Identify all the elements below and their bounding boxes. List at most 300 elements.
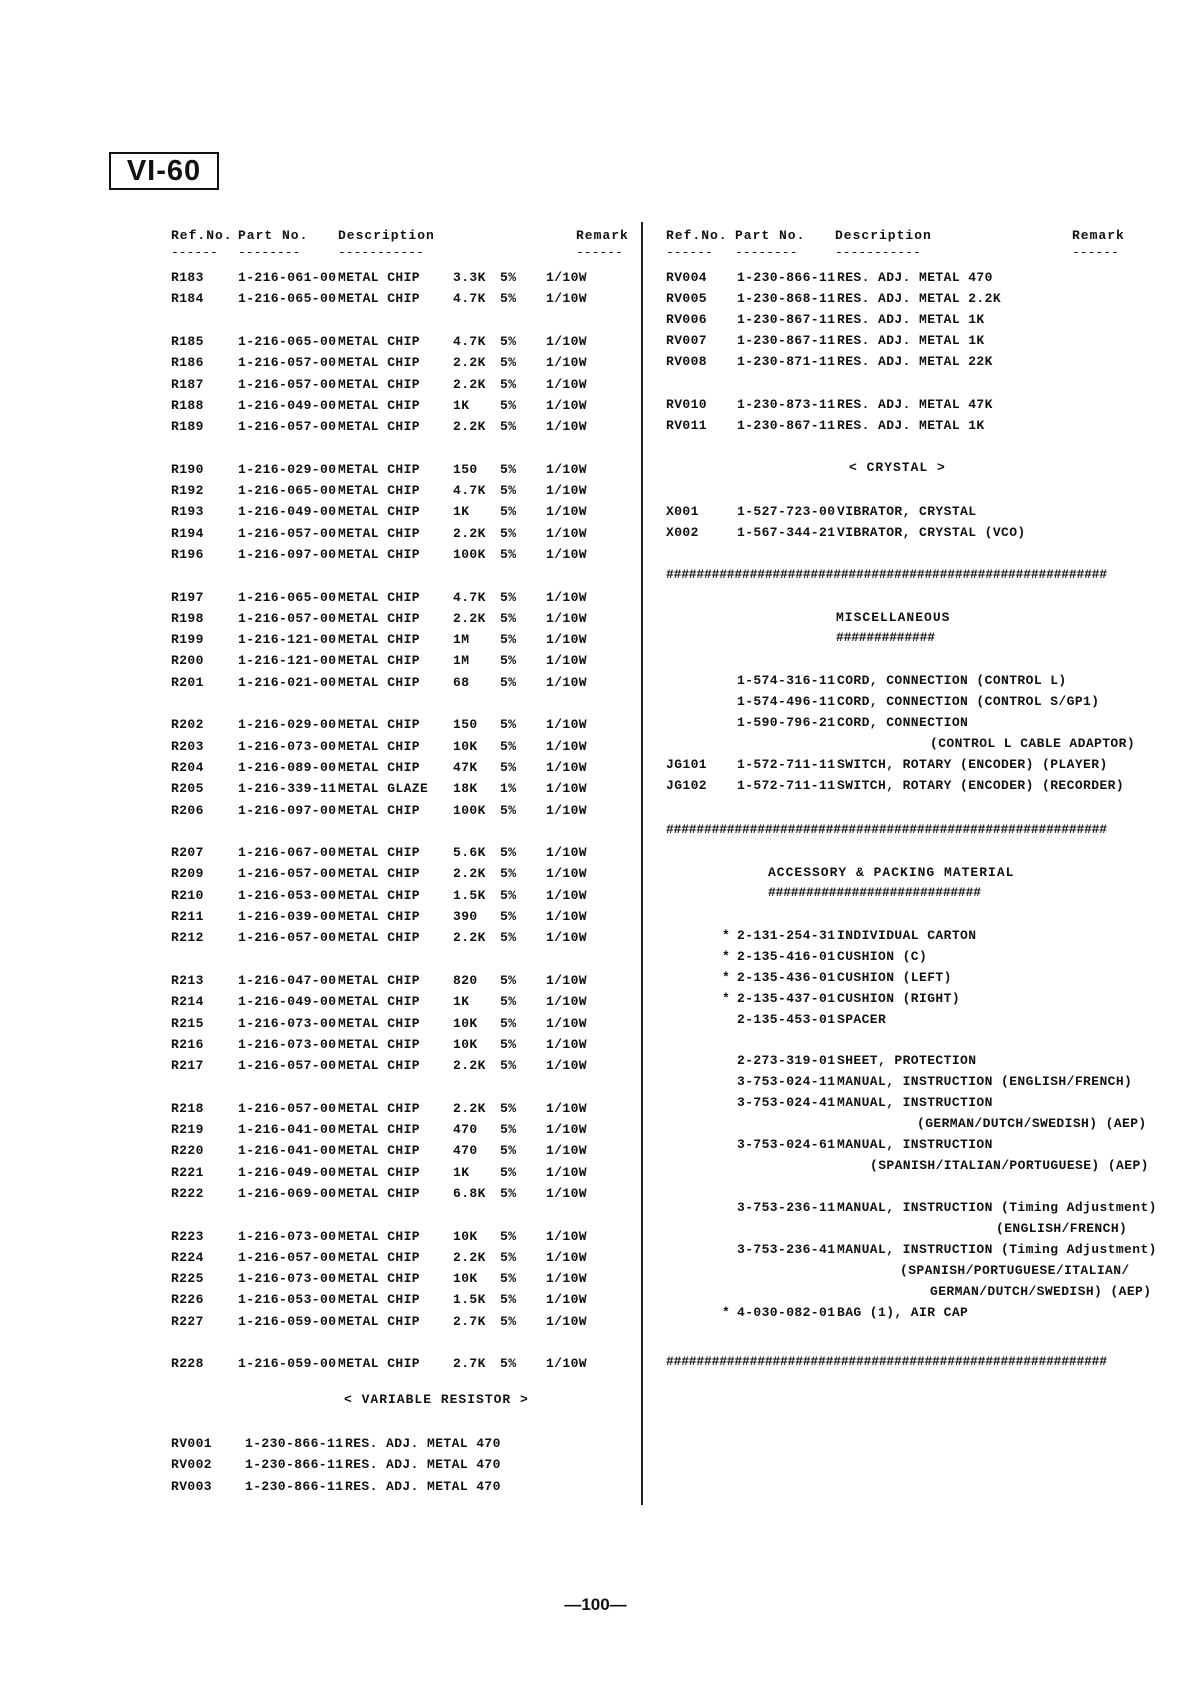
accessory-row-part-no: 3-753-024-11 — [737, 1074, 836, 1089]
left-header-part: Part No. — [238, 228, 309, 243]
row-wattage: 1/10W — [546, 632, 588, 648]
row-part-no: 1-216-057-00 — [238, 525, 337, 541]
accessory-row-part-no: 2-131-254-31 — [737, 928, 836, 943]
row-description: METAL CHIP — [338, 1249, 421, 1265]
row-description: METAL CHIP — [338, 674, 421, 690]
row-tolerance: 5% — [500, 1228, 517, 1244]
left-header-description-dash: ----------- — [338, 245, 424, 260]
row-part-no: 1-216-073-00 — [238, 1228, 337, 1244]
rv-row-ref: RV008 — [666, 354, 708, 369]
rv-row-description: RES. ADJ. METAL 2.2K — [837, 291, 1002, 306]
row-value: 100K — [453, 802, 486, 818]
row-ref: R201 — [171, 674, 204, 690]
row-wattage: 1/10W — [546, 355, 588, 371]
row-ref: R224 — [171, 1249, 204, 1265]
crystal-row-ref: X001 — [666, 504, 699, 519]
misc-row-ref: JG101 — [666, 757, 708, 772]
row-ref: R190 — [171, 461, 204, 477]
misc-row-description: CORD, CONNECTION — [837, 715, 969, 730]
row-value: 10K — [453, 1015, 478, 1031]
row-tolerance: 5% — [500, 397, 517, 413]
row-part-no: 1-216-041-00 — [238, 1143, 337, 1159]
row-part-no: 1-216-057-00 — [238, 355, 337, 371]
row-tolerance: 5% — [500, 546, 517, 562]
row-description: METAL CHIP — [338, 525, 421, 541]
accessory-row-description: (GERMAN/DUTCH/SWEDISH) (AEP) — [917, 1116, 1147, 1131]
page-number: —100— — [564, 1595, 627, 1614]
crystal-row-description: VIBRATOR, CRYSTAL (VCO) — [837, 525, 1026, 540]
row-value: 1M — [453, 653, 470, 669]
row-wattage: 1/10W — [546, 546, 588, 562]
row-description: METAL CHIP — [338, 1100, 421, 1116]
row-ref: R212 — [171, 930, 204, 946]
row-value: 2.2K — [453, 376, 486, 392]
row-value: 150 — [453, 717, 478, 733]
accessory-row-part-no: 3-753-236-41 — [737, 1242, 836, 1257]
row-description: METAL CHIP — [338, 355, 421, 371]
row-value: 2.2K — [453, 1100, 486, 1116]
rv-row-part-no: 1-230-871-11 — [737, 354, 836, 369]
row-tolerance: 5% — [500, 887, 517, 903]
separator-2: ########################################################## — [666, 822, 1107, 837]
row-value: 2.2K — [453, 1058, 486, 1074]
rv-row-part-no: 1-230-866-11 — [245, 1478, 344, 1494]
row-wattage: 1/10W — [546, 930, 588, 946]
row-part-no: 1-216-065-00 — [238, 589, 337, 605]
row-tolerance: 1% — [500, 781, 517, 797]
row-value: 100K — [453, 546, 486, 562]
row-part-no: 1-216-021-00 — [238, 674, 337, 690]
row-tolerance: 5% — [500, 270, 517, 285]
row-part-no: 1-216-121-00 — [238, 632, 337, 648]
row-description: METAL CHIP — [338, 589, 421, 605]
row-tolerance: 5% — [500, 738, 517, 754]
row-part-no: 1-216-041-00 — [238, 1122, 337, 1137]
row-tolerance: 5% — [500, 759, 517, 775]
row-tolerance: 5% — [500, 355, 517, 371]
accessory-row-description: (SPANISH/PORTUGUESE/ITALIAN/ — [900, 1263, 1130, 1278]
row-part-no: 1-216-121-00 — [238, 653, 337, 669]
row-wattage: 1/10W — [546, 291, 588, 307]
right-header-part: Part No. — [735, 228, 806, 243]
row-ref: R213 — [171, 972, 204, 988]
row-ref: R205 — [171, 781, 204, 797]
row-tolerance: 5% — [500, 525, 517, 541]
separator-1: ########################################################## — [666, 567, 1107, 582]
row-wattage: 1/10W — [546, 972, 588, 988]
rv-row-part-no: 1-230-873-11 — [737, 397, 836, 412]
crystal-row-ref: X002 — [666, 525, 699, 540]
right-header-ref: Ref.No. — [666, 228, 728, 243]
model-label: VI-60 — [109, 152, 219, 190]
row-tolerance: 5% — [500, 674, 517, 690]
row-ref: R209 — [171, 866, 204, 882]
row-ref: R199 — [171, 632, 204, 648]
accessory-row-description: (ENGLISH/FRENCH) — [996, 1221, 1128, 1236]
accessory-heading: ACCESSORY & PACKING MATERIAL — [768, 865, 1015, 880]
row-part-no: 1-216-061-00 — [238, 270, 337, 285]
row-description: METAL CHIP — [338, 759, 421, 775]
row-value: 47K — [453, 759, 478, 775]
row-tolerance: 5% — [500, 972, 517, 988]
row-wattage: 1/10W — [546, 802, 588, 818]
row-ref: R228 — [171, 1356, 204, 1372]
row-tolerance: 5% — [500, 632, 517, 648]
row-description: METAL CHIP — [338, 738, 421, 754]
row-wattage: 1/10W — [546, 994, 588, 1010]
row-wattage: 1/10W — [546, 1185, 588, 1201]
row-description: METAL CHIP — [338, 653, 421, 669]
row-description: METAL CHIP — [338, 632, 421, 648]
row-part-no: 1-216-059-00 — [238, 1313, 337, 1329]
row-part-no: 1-216-057-00 — [238, 610, 337, 626]
row-value: 1.5K — [453, 1292, 486, 1308]
row-wattage: 1/10W — [546, 1100, 588, 1116]
rv-row-ref: RV007 — [666, 333, 708, 348]
row-tolerance: 5% — [500, 930, 517, 946]
row-wattage: 1/10W — [546, 674, 588, 690]
row-ref: R215 — [171, 1015, 204, 1031]
misc-heading: MISCELLANEOUS — [836, 610, 951, 625]
row-description: METAL CHIP — [338, 1228, 421, 1244]
rv-row-part-no: 1-230-867-11 — [737, 333, 836, 348]
row-part-no: 1-216-047-00 — [238, 972, 337, 988]
row-tolerance: 5% — [500, 1164, 517, 1180]
row-value: 2.2K — [453, 525, 486, 541]
row-tolerance: 5% — [500, 802, 517, 818]
row-description: METAL CHIP — [338, 333, 421, 349]
row-description: METAL CHIP — [338, 1015, 421, 1031]
row-ref: R184 — [171, 291, 204, 307]
row-description: METAL CHIP — [338, 461, 421, 477]
row-ref: R202 — [171, 717, 204, 733]
row-ref: R183 — [171, 270, 204, 285]
row-description: METAL CHIP — [338, 376, 421, 392]
accessory-row-part-no: 2-273-319-01 — [737, 1053, 836, 1068]
row-ref: R194 — [171, 525, 204, 541]
accessory-row-description: CUSHION (LEFT) — [837, 970, 952, 985]
row-description: METAL CHIP — [338, 1185, 421, 1201]
row-part-no: 1-216-097-00 — [238, 802, 337, 818]
row-description: METAL CHIP — [338, 1122, 421, 1137]
row-part-no: 1-216-029-00 — [238, 717, 337, 733]
crystal-row-part-no: 1-527-723-00 — [737, 504, 836, 519]
row-part-no: 1-216-057-00 — [238, 866, 337, 882]
row-ref: R214 — [171, 994, 204, 1010]
row-part-no: 1-216-097-00 — [238, 546, 337, 562]
row-wattage: 1/10W — [546, 909, 588, 924]
row-part-no: 1-216-029-00 — [238, 461, 337, 477]
row-part-no: 1-216-057-00 — [238, 376, 337, 392]
row-wattage: 1/10W — [546, 1313, 588, 1329]
row-value: 10K — [453, 738, 478, 754]
row-description: METAL CHIP — [338, 845, 421, 861]
row-value: 1K — [453, 994, 470, 1010]
row-value: 1K — [453, 1164, 470, 1180]
accessory-row-description: BAG (1), AIR CAP — [837, 1305, 969, 1320]
row-wattage: 1/10W — [546, 397, 588, 413]
row-wattage: 1/10W — [546, 419, 588, 435]
accessory-row-marker: * — [722, 970, 731, 985]
column-divider — [641, 222, 643, 1505]
row-value: 68 — [453, 674, 470, 690]
row-wattage: 1/10W — [546, 845, 588, 861]
right-header-description: Description — [835, 228, 932, 243]
row-ref: R203 — [171, 738, 204, 754]
rv-row-part-no: 1-230-866-11 — [245, 1457, 344, 1473]
row-tolerance: 5% — [500, 1292, 517, 1308]
row-tolerance: 5% — [500, 1058, 517, 1074]
row-ref: R223 — [171, 1228, 204, 1244]
row-wattage: 1/10W — [546, 525, 588, 541]
row-tolerance: 5% — [500, 504, 517, 520]
row-wattage: 1/10W — [546, 1164, 588, 1180]
row-description: METAL CHIP — [338, 1036, 421, 1052]
row-wattage: 1/10W — [546, 1058, 588, 1074]
row-ref: R189 — [171, 419, 204, 435]
row-value: 150 — [453, 461, 478, 477]
row-wattage: 1/10W — [546, 781, 588, 797]
crystal-row-part-no: 1-567-344-21 — [737, 525, 836, 540]
accessory-row-part-no: 3-753-236-11 — [737, 1200, 836, 1215]
misc-row-description: CORD, CONNECTION (CONTROL S/GP1) — [837, 694, 1100, 709]
row-description: METAL CHIP — [338, 610, 421, 626]
row-tolerance: 5% — [500, 1313, 517, 1329]
accessory-row-description: SHEET, PROTECTION — [837, 1053, 977, 1068]
accessory-row-part-no: 2-135-416-01 — [737, 949, 836, 964]
misc-row-description: SWITCH, ROTARY (ENCODER) (PLAYER) — [837, 757, 1108, 772]
row-part-no: 1-216-059-00 — [238, 1356, 337, 1372]
row-value: 4.7K — [453, 589, 486, 605]
row-wattage: 1/10W — [546, 887, 588, 903]
row-tolerance: 5% — [500, 483, 517, 498]
rv-row-description: RES. ADJ. METAL 470 — [837, 270, 993, 285]
rv-row-ref: RV011 — [666, 418, 708, 433]
row-part-no: 1-216-049-00 — [238, 994, 337, 1010]
misc-row-ref: JG102 — [666, 778, 708, 793]
row-part-no: 1-216-339-11 — [238, 781, 337, 797]
row-wattage: 1/10W — [546, 759, 588, 775]
accessory-row-marker: * — [722, 991, 731, 1006]
rv-row-part-no: 1-230-867-11 — [737, 312, 836, 327]
row-ref: R206 — [171, 802, 204, 818]
row-value: 820 — [453, 972, 478, 988]
rv-row-ref: RV005 — [666, 291, 708, 306]
row-tolerance: 5% — [500, 291, 517, 307]
row-description: METAL CHIP — [338, 1313, 421, 1329]
row-wattage: 1/10W — [546, 270, 588, 285]
accessory-row-description: MANUAL, INSTRUCTION (Timing Adjustment) — [837, 1200, 1157, 1215]
row-ref: R227 — [171, 1313, 204, 1329]
row-tolerance: 5% — [500, 610, 517, 626]
row-ref: R221 — [171, 1164, 204, 1180]
row-description: METAL CHIP — [338, 1058, 421, 1074]
row-tolerance: 5% — [500, 1122, 517, 1137]
rv-row-description: RES. ADJ. METAL 1K — [837, 312, 985, 327]
row-wattage: 1/10W — [546, 376, 588, 392]
row-value: 4.7K — [453, 291, 486, 307]
row-description: METAL CHIP — [338, 1164, 421, 1180]
row-value: 4.7K — [453, 483, 486, 498]
row-description: METAL CHIP — [338, 866, 421, 882]
row-tolerance: 5% — [500, 589, 517, 605]
row-part-no: 1-216-065-00 — [238, 333, 337, 349]
row-description: METAL CHIP — [338, 1143, 421, 1159]
row-value: 470 — [453, 1122, 478, 1137]
row-tolerance: 5% — [500, 1356, 517, 1372]
misc-row-part-no: 1-572-711-11 — [737, 757, 836, 772]
row-value: 470 — [453, 1143, 478, 1159]
accessory-row-description: (SPANISH/ITALIAN/PORTUGUESE) (AEP) — [870, 1158, 1149, 1173]
row-part-no: 1-216-089-00 — [238, 759, 337, 775]
row-value: 18K — [453, 781, 478, 797]
row-tolerance: 5% — [500, 1100, 517, 1116]
right-header-remark: Remark — [1072, 228, 1125, 243]
row-wattage: 1/10W — [546, 866, 588, 882]
row-part-no: 1-216-053-00 — [238, 887, 337, 903]
row-description: METAL CHIP — [338, 1271, 421, 1287]
row-part-no: 1-216-057-00 — [238, 419, 337, 435]
row-wattage: 1/10W — [546, 483, 588, 498]
row-part-no: 1-216-053-00 — [238, 1292, 337, 1308]
accessory-row-description: GERMAN/DUTCH/SWEDISH) (AEP) — [930, 1284, 1152, 1299]
row-ref: R185 — [171, 333, 204, 349]
row-description: METAL CHIP — [338, 483, 421, 498]
accessory-row-description: CUSHION (C) — [837, 949, 928, 964]
left-header-ref: Ref.No. — [171, 228, 233, 243]
accessory-row-part-no: 2-135-436-01 — [737, 970, 836, 985]
row-ref: R187 — [171, 376, 204, 392]
row-wattage: 1/10W — [546, 333, 588, 349]
row-ref: R225 — [171, 1271, 204, 1287]
row-description: METAL CHIP — [338, 972, 421, 988]
accessory-row-description: SPACER — [837, 1012, 887, 1027]
accessory-row-marker: * — [722, 1305, 731, 1320]
row-part-no: 1-216-073-00 — [238, 1271, 337, 1287]
row-description: METAL CHIP — [338, 802, 421, 818]
row-part-no: 1-216-057-00 — [238, 1249, 337, 1265]
row-part-no: 1-216-049-00 — [238, 397, 337, 413]
row-value: 2.2K — [453, 355, 486, 371]
row-description: METAL CHIP — [338, 504, 421, 520]
row-wattage: 1/10W — [546, 461, 588, 477]
row-ref: R200 — [171, 653, 204, 669]
row-description: METAL CHIP — [338, 930, 421, 946]
row-wattage: 1/10W — [546, 1143, 588, 1159]
misc-row-description: (CONTROL L CABLE ADAPTOR) — [930, 736, 1136, 751]
row-wattage: 1/10W — [546, 738, 588, 754]
rv-row-part-no: 1-230-866-11 — [737, 270, 836, 285]
row-tolerance: 5% — [500, 461, 517, 477]
row-wattage: 1/10W — [546, 1228, 588, 1244]
row-value: 2.7K — [453, 1313, 486, 1329]
rv-row-description: RES. ADJ. METAL 1K — [837, 418, 985, 433]
rv-row-ref: RV004 — [666, 270, 708, 285]
row-tolerance: 5% — [500, 376, 517, 392]
row-wattage: 1/10W — [546, 1036, 588, 1052]
separator-3: ########################################################## — [666, 1354, 1107, 1369]
row-ref: R192 — [171, 483, 204, 498]
row-ref: R217 — [171, 1058, 204, 1074]
rv-row-ref: RV010 — [666, 397, 708, 412]
row-description: METAL CHIP — [338, 270, 421, 285]
rv-row-ref: RV002 — [171, 1457, 213, 1473]
rv-row-ref: RV003 — [171, 1478, 213, 1494]
row-wattage: 1/10W — [546, 1122, 588, 1137]
rv-row-ref: RV001 — [171, 1436, 213, 1451]
variable-resistor-heading: < VARIABLE RESISTOR > — [344, 1392, 529, 1407]
rv-row-description: RES. ADJ. METAL 22K — [837, 354, 993, 369]
row-ref: R226 — [171, 1292, 204, 1308]
left-header-remark: Remark — [576, 228, 629, 243]
row-value: 1.5K — [453, 887, 486, 903]
row-value: 2.7K — [453, 1356, 486, 1372]
accessory-row-part-no: 4-030-082-01 — [737, 1305, 836, 1320]
crystal-row-description: VIBRATOR, CRYSTAL — [837, 504, 977, 519]
row-ref: R219 — [171, 1122, 204, 1137]
row-ref: R218 — [171, 1100, 204, 1116]
left-header-remark-dash: ------ — [576, 245, 623, 260]
row-description: METAL CHIP — [338, 1356, 421, 1372]
accessory-row-description: MANUAL, INSTRUCTION — [837, 1095, 993, 1110]
accessory-underline: ############################ — [768, 885, 981, 900]
rv-row-part-no: 1-230-867-11 — [737, 418, 836, 433]
misc-row-description: CORD, CONNECTION (CONTROL L) — [837, 673, 1067, 688]
row-ref: R198 — [171, 610, 204, 626]
row-part-no: 1-216-069-00 — [238, 1185, 337, 1201]
row-value: 6.8K — [453, 1185, 486, 1201]
misc-underline: ############# — [836, 630, 935, 645]
row-description: METAL CHIP — [338, 291, 421, 307]
accessory-row-part-no: 2-135-453-01 — [737, 1012, 836, 1027]
row-tolerance: 5% — [500, 717, 517, 733]
row-wattage: 1/10W — [546, 1015, 588, 1031]
row-part-no: 1-216-073-00 — [238, 1015, 337, 1031]
rv-row-part-no: 1-230-868-11 — [737, 291, 836, 306]
row-tolerance: 5% — [500, 1036, 517, 1052]
row-tolerance: 5% — [500, 845, 517, 861]
row-value: 3.3K — [453, 270, 486, 285]
row-tolerance: 5% — [500, 1249, 517, 1265]
accessory-row-description: INDIVIDUAL CARTON — [837, 928, 977, 943]
row-description: METAL GLAZE — [338, 781, 429, 797]
row-tolerance: 5% — [500, 1015, 517, 1031]
accessory-row-description: CUSHION (RIGHT) — [837, 991, 961, 1006]
row-wattage: 1/10W — [546, 1356, 588, 1372]
row-value: 2.2K — [453, 866, 486, 882]
row-description: METAL CHIP — [338, 397, 421, 413]
row-description: METAL CHIP — [338, 546, 421, 562]
row-tolerance: 5% — [500, 419, 517, 435]
row-part-no: 1-216-067-00 — [238, 845, 337, 861]
row-description: METAL CHIP — [338, 717, 421, 733]
row-part-no: 1-216-073-00 — [238, 1036, 337, 1052]
row-part-no: 1-216-057-00 — [238, 1058, 337, 1074]
misc-row-part-no: 1-590-796-21 — [737, 715, 836, 730]
left-header-part-dash: -------- — [238, 245, 301, 260]
row-description: METAL CHIP — [338, 909, 421, 924]
row-description: METAL CHIP — [338, 887, 421, 903]
row-ref: R222 — [171, 1185, 204, 1201]
rv-row-description: RES. ADJ. METAL 470 — [345, 1478, 501, 1494]
row-ref: R211 — [171, 909, 204, 924]
row-tolerance: 5% — [500, 653, 517, 669]
row-part-no: 1-216-073-00 — [238, 738, 337, 754]
row-ref: R196 — [171, 546, 204, 562]
row-part-no: 1-216-039-00 — [238, 909, 337, 924]
accessory-row-part-no: 3-753-024-41 — [737, 1095, 836, 1110]
row-description: METAL CHIP — [338, 419, 421, 435]
